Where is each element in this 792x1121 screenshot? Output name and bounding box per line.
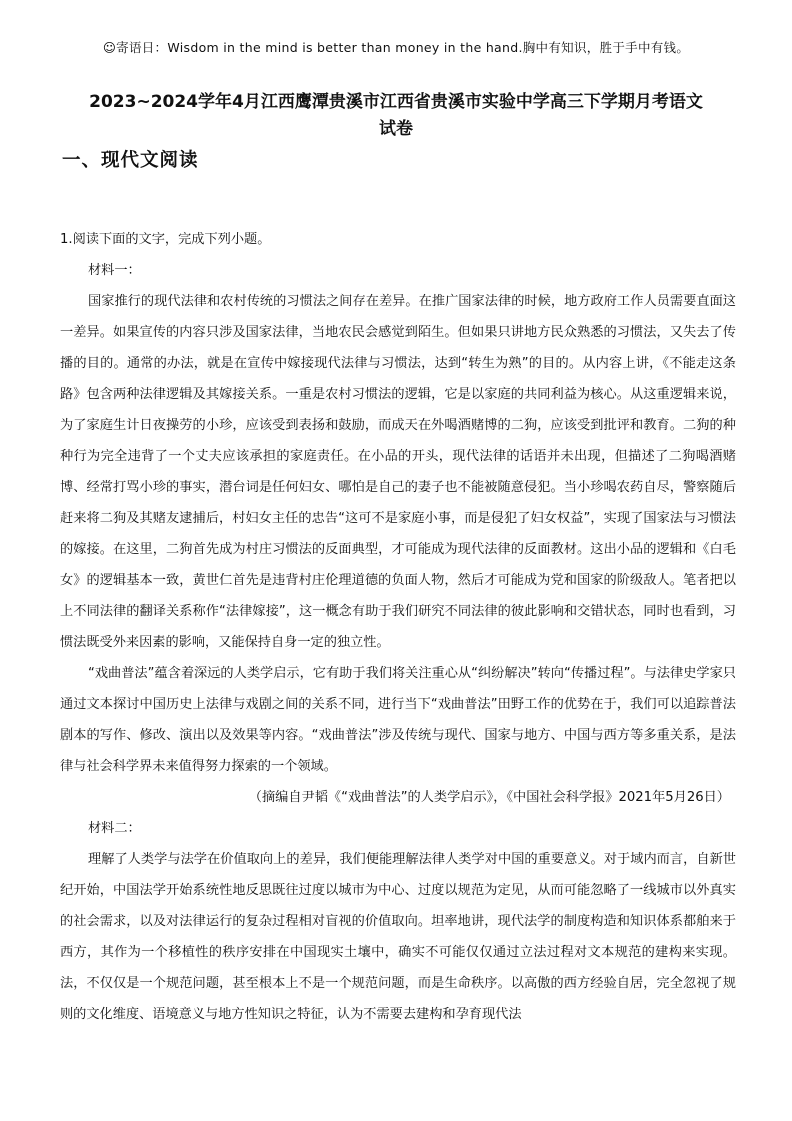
exam-title-line1: 2023~2024学年4月江西鹰潭贵溪市江西省贵溪市实验中学高三下学期月考语文	[89, 92, 703, 112]
question-prompt: 1.阅读下面的文字，完成下列小题。	[60, 232, 271, 247]
exam-title	[40, 89, 752, 143]
material2-label: 材料二：	[88, 821, 141, 836]
material2-paragraph-1: 理解了人类学与法学在价值取向上的差异，我们便能理解法律人类学对中国的重要意义。对于域内而言，自新世纪开始，中国法学开始系统性地反思既往过度以城市为中心、过度以规范为定见，从而可能忽略了一线城市以外真实的社会需求，以及对法律运行的复杂过程相对盲视的价值取向。坦率地讲，现代法学的制度构造和知识体系都舶来于西方，其作为一个移植性的秩序安排在中国现实土壤中，确实不可能仅仅通过立法过程对文本规范的建构来实现。法，不仅仅是一个规范问题，甚至根本上不是一个规范问题，而是生命秩序。以高傲的西方经验自居，完全忽视了规则的文化维度、语境意义与地方性知识之特征，认为不需要去建构和孕育现代法	[60, 852, 736, 1022]
material1-source: （摘编自尹韬《“戏曲普法”的人类学启示》，《中国社会科学报》2021年5月26日）	[248, 790, 730, 805]
material1-paragraph-1: 国家推行的现代法律和农村传统的习惯法之间存在差异。在推广国家法律的时候，地方政府工作人员需要直面这一差异。如果宣传的内容只涉及国家法律，当地农民会感觉到陌生。但如果只讲地方民众熟悉的习惯法，又失去了传播的目的。通常的办法，就是在宣传中嫁接现代法律与习惯法，达到“转生为熟”的目的。从内容上讲，《不能走这条路》包含两种法律逻辑及其嫁接关系。一重是农村习惯法的逻辑，它是以家庭的共同利益为核心。从这重逻辑来说，为了家庭生计日夜操劳的小珍，应该受到表扬和鼓励，而成天在外喝酒赌博的二狗，应该受到批评和教育。二狗的种种行为完全违背了一个丈夫应该承担的家庭责任。在小品的开头，现代法律的话语并未出现，但描述了二狗喝酒赌博、经常打骂小珍的事实，潜台词是任何妇女、哪怕是自己的妻子也不能被随意侵犯。当小珍喝农药自尽，警察随后赶来将二狗及其赌友逮捕后，村妇女主任的忠告“这可不是家庭小事，而是侵犯了妇女权益”，实现了国家法与习惯法的嫁接。在这里，二狗首先成为村庄习惯法的反面典型，才可能成为现代法律的反面教材。这出小品的逻辑和《白毛女》的逻辑基本一致，黄世仁首先是违背村庄伦理道德的负面人物，然后才可能成为党和国家的阶级敌人。笔者把以上不同法律的翻译关系称作“法律嫁接”，这一概念有助于我们研究不同法律的彼此影响和交错状态，同时也看到，习惯法既受外来因素的影响，又能保持自身一定的独立性。	[60, 294, 736, 650]
material1-paragraph-2: “戏曲普法”蕴含着深远的人类学启示，它有助于我们将关注重心从“纠纷解决”转向“传播过程”。与法律史学家只通过文本探讨中国历史上法律与戏剧之间的关系不同，进行当下“戏曲普法”田野工作的优势在于，我们可以追踪普法剧本的写作、修改、演出以及效果等内容。“戏曲普法”涉及传统与现代、国家与地方、中国与西方等多重关系，是法律与社会科学界未来值得努力探索的一个领域。	[60, 666, 736, 774]
section-heading: 一、现代文阅读	[62, 150, 199, 171]
header-motto: ☺寄语日：Wisdom in the mind is better than money in the hand.胸中有知识，胜于手中有钱。	[102, 40, 690, 55]
question-body	[60, 224, 736, 1030]
exam-title-line2: 试卷	[379, 119, 413, 139]
material1-label: 材料一：	[88, 263, 141, 278]
